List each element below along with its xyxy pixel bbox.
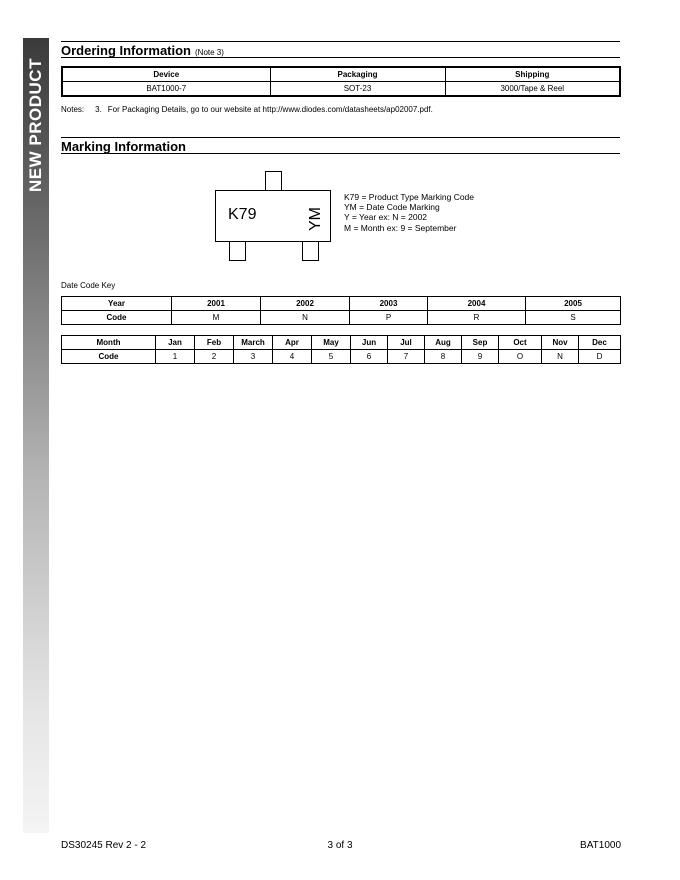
legend-line: M = Month ex: 9 = September bbox=[344, 222, 457, 233]
table-row bbox=[62, 336, 621, 350]
month-cell: Feb bbox=[195, 336, 234, 350]
ordering-col-packaging: Packaging bbox=[270, 67, 445, 82]
month-cell: Nov bbox=[542, 336, 579, 350]
month-code-cell: N bbox=[542, 350, 579, 364]
month-cell: Jul bbox=[388, 336, 425, 350]
footer-doc-id: DS30245 Rev 2 - 2 bbox=[61, 840, 147, 851]
year-header: Year bbox=[62, 297, 172, 311]
year-cell: 2003 bbox=[350, 297, 428, 311]
sidebar-label: NEW PRODUCT bbox=[26, 58, 45, 192]
ordering-note: (Note 3) bbox=[195, 48, 224, 57]
year-code-cell: M bbox=[172, 311, 261, 325]
month-cell: Oct bbox=[499, 336, 542, 350]
year-code-cell: P bbox=[350, 311, 428, 325]
month-cell: Jun bbox=[351, 336, 388, 350]
month-cell: March bbox=[234, 336, 273, 350]
year-code-cell: N bbox=[261, 311, 350, 325]
month-code-cell: 7 bbox=[388, 350, 425, 364]
marking-code: K79 bbox=[228, 206, 257, 223]
package-pin-top bbox=[265, 171, 282, 192]
ordering-header-row bbox=[62, 67, 620, 82]
ordering-col-shipping: Shipping bbox=[445, 67, 620, 82]
footer-page-number: 3 of 3 bbox=[327, 840, 353, 851]
marking-legend bbox=[344, 192, 474, 233]
note-number: 3. bbox=[95, 105, 102, 114]
year-cell: 2005 bbox=[526, 297, 621, 311]
month-cell: Aug bbox=[425, 336, 462, 350]
code-header: Code bbox=[62, 350, 156, 364]
ordering-packaging: SOT-23 bbox=[270, 82, 445, 97]
month-code-cell: 4 bbox=[273, 350, 312, 364]
table-row bbox=[62, 297, 621, 311]
year-code-cell: R bbox=[428, 311, 526, 325]
notes-label: Notes: bbox=[61, 105, 85, 114]
month-code-cell: 5 bbox=[312, 350, 351, 364]
date-code-key-label: Date Code Key bbox=[61, 281, 116, 290]
marking-header bbox=[61, 137, 620, 154]
month-code-cell: 2 bbox=[195, 350, 234, 364]
ordering-col-device: Device bbox=[62, 67, 270, 82]
month-code-cell: O bbox=[499, 350, 542, 364]
month-cell: Apr bbox=[273, 336, 312, 350]
marking-ym: YM bbox=[307, 207, 324, 231]
package-pin-left bbox=[229, 240, 246, 261]
table-row bbox=[62, 350, 621, 364]
month-code-cell: 1 bbox=[156, 350, 195, 364]
legend-line: Y = Year ex: N = 2002 bbox=[344, 212, 428, 223]
month-code-cell: D bbox=[579, 350, 621, 364]
table-row bbox=[62, 311, 621, 325]
note-text: For Packaging Details, go to our website at http://www.diodes.com/datasheets/ap02007.pdf. bbox=[107, 105, 433, 114]
marking-title: Marking Information bbox=[61, 139, 186, 154]
month-code-table bbox=[61, 335, 621, 364]
month-code-cell: 6 bbox=[351, 350, 388, 364]
year-code-cell: S bbox=[526, 311, 621, 325]
month-code-cell: 3 bbox=[234, 350, 273, 364]
code-header: Code bbox=[62, 311, 172, 325]
ordering-shipping: 3000/Tape & Reel bbox=[445, 82, 620, 97]
package-pin-right bbox=[302, 240, 319, 261]
month-cell: May bbox=[312, 336, 351, 350]
month-cell: Jan bbox=[156, 336, 195, 350]
legend-line: YM = Date Code Marking bbox=[344, 202, 440, 213]
legend-line: K79 = Product Type Marking Code bbox=[344, 192, 475, 202]
year-cell: 2004 bbox=[428, 297, 526, 311]
month-code-cell: 8 bbox=[425, 350, 462, 364]
year-cell: 2001 bbox=[172, 297, 261, 311]
ordering-title: Ordering Information bbox=[61, 43, 191, 58]
year-cell: 2002 bbox=[261, 297, 350, 311]
month-header: Month bbox=[62, 336, 156, 350]
table-row bbox=[62, 82, 620, 97]
footer-part-number: BAT1000 bbox=[580, 840, 621, 851]
year-code-table bbox=[61, 296, 621, 325]
notes bbox=[61, 105, 433, 114]
ordering-device: BAT1000-7 bbox=[62, 82, 270, 97]
month-cell: Sep bbox=[462, 336, 499, 350]
month-code-cell: 9 bbox=[462, 350, 499, 364]
ordering-table bbox=[61, 66, 621, 97]
ordering-header bbox=[61, 41, 620, 58]
month-cell: Dec bbox=[579, 336, 621, 350]
